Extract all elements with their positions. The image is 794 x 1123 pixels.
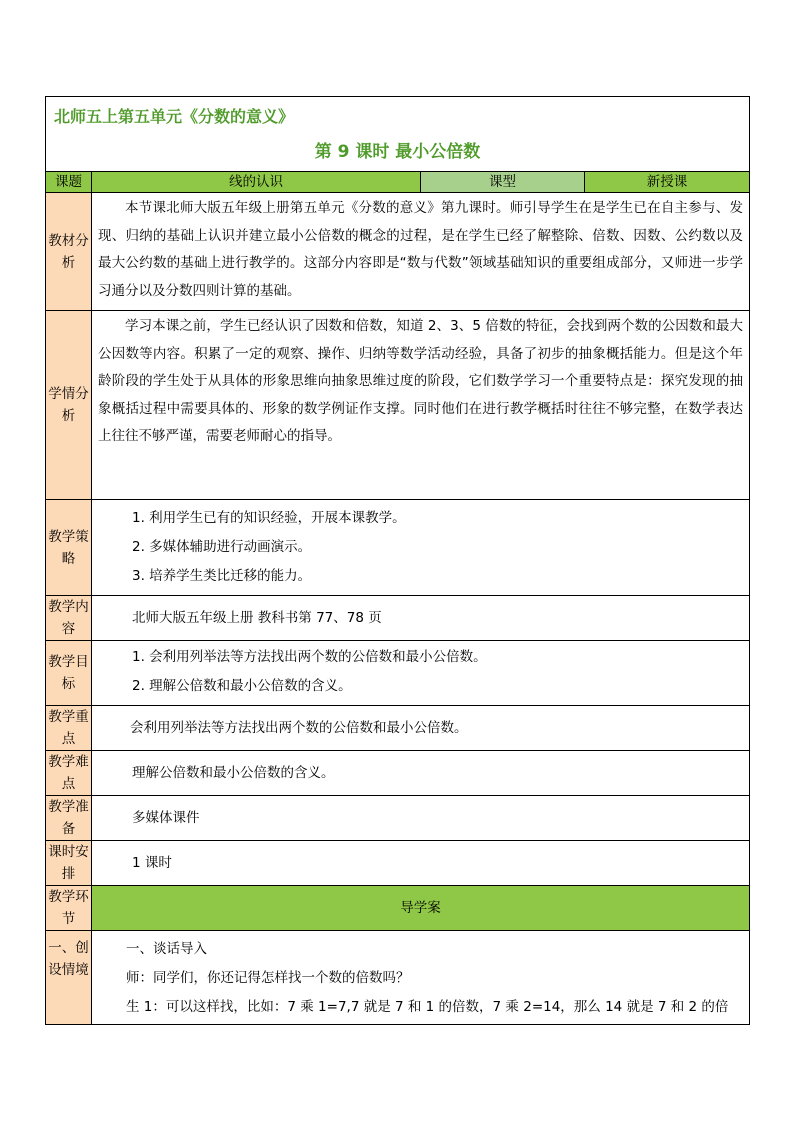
- label-process: 教学环节: [46, 886, 92, 931]
- cell-strategy: [92, 500, 750, 596]
- row-schedule: [46, 841, 750, 886]
- step1-line: 师：同学们，你还记得怎样找一个数的倍数吗？: [126, 970, 410, 986]
- topic-label: 课题: [46, 172, 92, 193]
- lesson-plan-table: [45, 96, 750, 1025]
- process-title: 导学案: [92, 886, 750, 931]
- strategy-item: 2. 多媒体辅助进行动画演示。: [132, 539, 312, 555]
- label-textbook-analysis: 教材分析: [46, 193, 92, 311]
- text-textbook-analysis: 本节课北师大版五年级上册第五单元《分数的意义》第九课时。师引导学生在是学生已在自主参与、发现、归纳的基础上认识并建立最小公倍数的概念的过程，是在学生已经了解整除、倍数、因数、公约数以及最大公约数的基础上进行教学的。这部分内容即是“数与代数”领域基础知识的重要组成部分，又师进一步学习通分以及分数四则计算的基础。: [98, 200, 744, 299]
- label-difficulty: 教学难点: [46, 751, 92, 796]
- type-value: 新授课: [585, 172, 750, 193]
- label-step1: 一、创设情境: [46, 931, 92, 1025]
- series-title: 北师五上第五单元《分数的意义》: [46, 97, 750, 138]
- goal-item: 2. 理解公倍数和最小公倍数的含义。: [132, 678, 352, 694]
- row-process: [46, 886, 750, 931]
- type-label: 课型: [421, 172, 585, 193]
- cell-step1: [92, 931, 750, 1025]
- row-preparation: [46, 796, 750, 841]
- row-strategy: [46, 500, 750, 596]
- label-strategy: 教学策略: [46, 500, 92, 596]
- text-preparation: 多媒体课件: [92, 796, 750, 841]
- info-row: [46, 172, 750, 193]
- row-content: [46, 596, 750, 641]
- label-student-analysis: 学情分析: [46, 311, 92, 500]
- cell-student-analysis: [92, 311, 750, 500]
- strategy-item: 1. 利用学生已有的知识经验，开展本课教学。: [132, 510, 406, 526]
- row-student-analysis: [46, 311, 750, 500]
- series-title-row: [46, 97, 750, 138]
- row-key-point: [46, 706, 750, 751]
- lesson-plan-sheet: [45, 96, 749, 1025]
- row-textbook-analysis: [46, 193, 750, 311]
- lesson-title: 第 9 课时 最小公倍数: [46, 137, 750, 172]
- label-content: 教学内容: [46, 596, 92, 641]
- row-step1: [46, 931, 750, 1025]
- label-key-point: 教学重点: [46, 706, 92, 751]
- step1-line: 一、谈话导入: [126, 941, 207, 957]
- cell-textbook-analysis: [92, 193, 750, 311]
- label-schedule: 课时安排: [46, 841, 92, 886]
- goal-item: 1. 会利用列举法等方法找出两个数的公倍数和最小公倍数。: [132, 649, 487, 665]
- row-difficulty: [46, 751, 750, 796]
- row-goals: [46, 641, 750, 706]
- text-student-analysis: 学习本课之前，学生已经认识了因数和倍数，知道 2、3、5 倍数的特征，会找到两个数的公因数和最大公因数等内容。积累了一定的观察、操作、归纳等数学活动经验，具备了初步的抽象概括能力。但是这个年龄阶段的学生处于从具体的形象思维向抽象思维过度的阶段，它们数学学习一个重要特点是：探究发现的抽象概括过程中需要具体的、形象的数学例证作支撑。同时他们在进行教学概括时往往不够完整，在数学表达上往往不够严谨，需要老师耐心的指导。: [98, 318, 744, 444]
- text-content: 北师大版五年级上册 教科书第 77、78 页: [92, 596, 750, 641]
- step1-line: 生 1：可以这样找，比如：7 乘 1=7,7 就是 7 和 1 的倍数，7 乘 2=14，那么 14 就是 7 和 2 的倍: [126, 999, 729, 1015]
- strategy-item: 3. 培养学生类比迁移的能力。: [132, 568, 312, 584]
- label-goals: 教学目标: [46, 641, 92, 706]
- cell-goals: [92, 641, 750, 706]
- text-difficulty: 理解公倍数和最小公倍数的含义。: [92, 751, 750, 796]
- topic-value: 线的认识: [92, 172, 421, 193]
- text-key-point: 会利用列举法等方法找出两个数的公倍数和最小公倍数。: [92, 706, 750, 751]
- lesson-title-row: [46, 137, 750, 172]
- label-preparation: 教学准备: [46, 796, 92, 841]
- text-schedule: 1 课时: [92, 841, 750, 886]
